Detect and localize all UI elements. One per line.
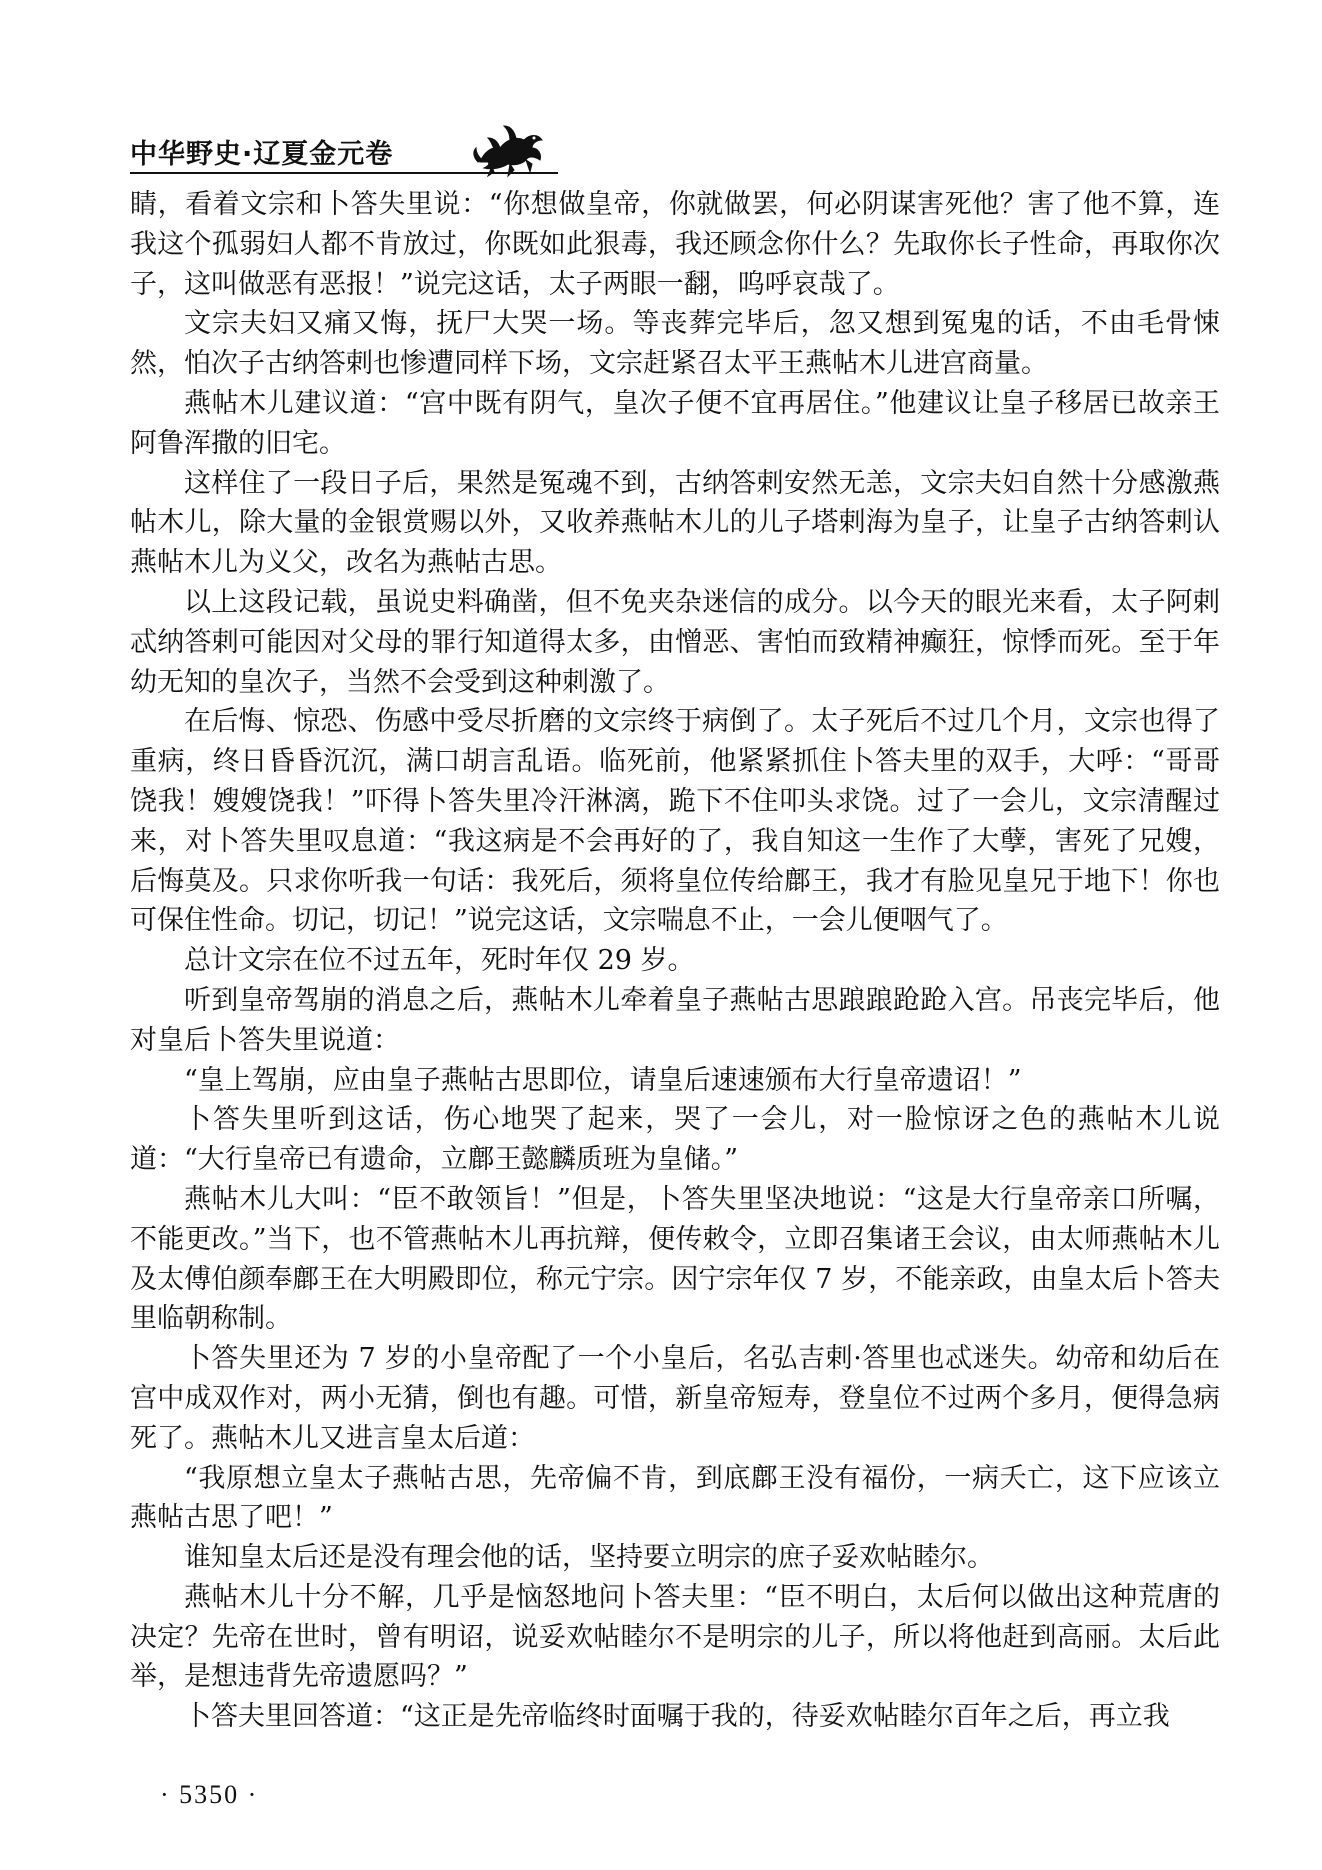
paragraph: 卜答夫里回答道：“这正是先帝临终时面嘱于我的，待妥欢帖睦尔百年之后，再立我: [184, 1701, 1170, 1733]
paragraph: 以上这段记载，虽说史料确凿，但不免夹杂迷信的成分。以今天的眼光来看，太子阿剌忒纳答剌可能因对父母的罪行知道得太多，由憎恶、害怕而致精神癫狂，惊悸而死。至于年幼无知的皇次子，当然不会受到这种刺激了。: [130, 586, 1220, 698]
paragraph: 谁知皇太后还是没有理会他的话，坚持要立明宗的庶子妥欢帖睦尔。: [184, 1542, 994, 1574]
dragon-emblem-icon: [470, 118, 550, 178]
running-header: [130, 118, 1230, 178]
paragraph: 燕帖木儿十分不解，几乎是恼怒地问卜答夫里：“臣不明白，太后何以做出这种荒唐的决定？先帝在世时，曾有明诏，说妥欢帖睦尔不是明宗的儿子，所以将他赶到高丽。太后此举，是想违背先帝遗愿吗？”: [130, 1581, 1220, 1693]
header-rule: [130, 172, 558, 174]
paragraph: 听到皇帝驾崩的消息之后，燕帖木儿牵着皇子燕帖古思踉踉跄跄入宫。吊丧完毕后，他对皇后卜答失里说道：: [130, 984, 1220, 1056]
paragraph: 文宗夫妇又痛又悔，抚尸大哭一场。等丧葬完毕后，忽又想到冤鬼的话，不由毛骨悚然，怕次子古纳答剌也惨遭同样下场，文宗赶紧召太平王燕帖木儿进宫商量。: [130, 308, 1220, 380]
paragraph: 睛，看着文宗和卜答失里说：“你想做皇帝，你就做罢，何必阴谋害死他？害了他不算，连我这个孤弱妇人都不肯放过，你既如此狠毒，我还顾念你什么？先取你长子性命，再取你次子，这叫做恶有恶报！”说完这话，太子两眼一翻，呜呼哀哉了。: [130, 189, 1220, 300]
body-text: [130, 185, 1220, 1737]
paragraph: 这样住了一段日子后，果然是冤魂不到，古纳答剌安然无恙，文宗夫妇自然十分感激燕帖木儿，除大量的金银赏赐以外，又收养燕帖木儿的儿子塔剌海为皇子，让皇子古纳答剌认燕帖木儿为义父，改名为燕帖古思。: [130, 467, 1220, 579]
page-number: · 5350 ·: [160, 1780, 259, 1809]
paragraph: 燕帖木儿大叫：“臣不敢领旨！”但是，卜答失里坚决地说：“这是大行皇帝亲口所嘱，不能更改。”当下，也不管燕帖木儿再抗辩，便传敕令，立即召集诸王会议，由太师燕帖木儿及太傅伯颜奉鄜王在大明殿即位，称元宁宗。因宁宗年仅 7 岁，不能亲政，由皇太后卜答夫里临朝称制。: [130, 1183, 1220, 1335]
paragraph: “皇上驾崩，应由皇子燕帖古思即位，请皇后速速颁布大行皇帝遗诏！”: [184, 1064, 1022, 1096]
paragraph: 卜答失里还为 7 岁的小皇帝配了一个小皇后，名弘吉剌·答里也忒迷失。幼帝和幼后在宫中成双作对，两小无猜，倒也有趣。可惜，新皇帝短寿，登皇位不过两个多月，便得急病死了。燕帖木儿又进言皇太后道：: [130, 1343, 1220, 1454]
book-title: 中华野史·辽夏金元卷: [130, 139, 394, 170]
paragraph: 总计文宗在位不过五年，死时年仅 29 岁。: [184, 945, 695, 977]
dragon-emblem-icon-svg: [470, 118, 550, 178]
paragraph: 燕帖木儿建议道：“宫中既有阴气，皇次子便不宜再居住。”他建议让皇子移居已故亲王阿鲁浑撒的旧宅。: [130, 387, 1220, 459]
paragraph: 在后悔、惊恐、伤感中受尽折磨的文宗终于病倒了。太子死后不过几个月，文宗也得了重病，终日昏昏沉沉，满口胡言乱语。临死前，他紧紧抓住卜答夫里的双手，大呼：“哥哥饶我！嫂嫂饶我！”吓得卜答失里冷汗淋漓，跪下不住叩头求饶。过了一会儿，文宗清醒过来，对卜答失里叹息道：“我这病是不会再好的了，我自知这一生作了大孽，害死了兄嫂，后悔莫及。只求你听我一句话：我死后，须将皇位传给鄜王，我才有脸见皇兄于地下！你也可保住性命。切记，切记！”说完这话，文宗喘息不止，一会儿便咽气了。: [130, 706, 1220, 937]
paragraph: “我原想立皇太子燕帖古思，先帝偏不肯，到底鄜王没有福份，一病夭亡，这下应该立燕帖古思了吧！”: [130, 1462, 1220, 1534]
paragraph: 卜答失里听到这话，伤心地哭了起来，哭了一会儿，对一脸惊讶之色的燕帖木儿说道：“大行皇帝已有遗命，立鄜王懿麟质班为皇储。”: [130, 1104, 1220, 1176]
